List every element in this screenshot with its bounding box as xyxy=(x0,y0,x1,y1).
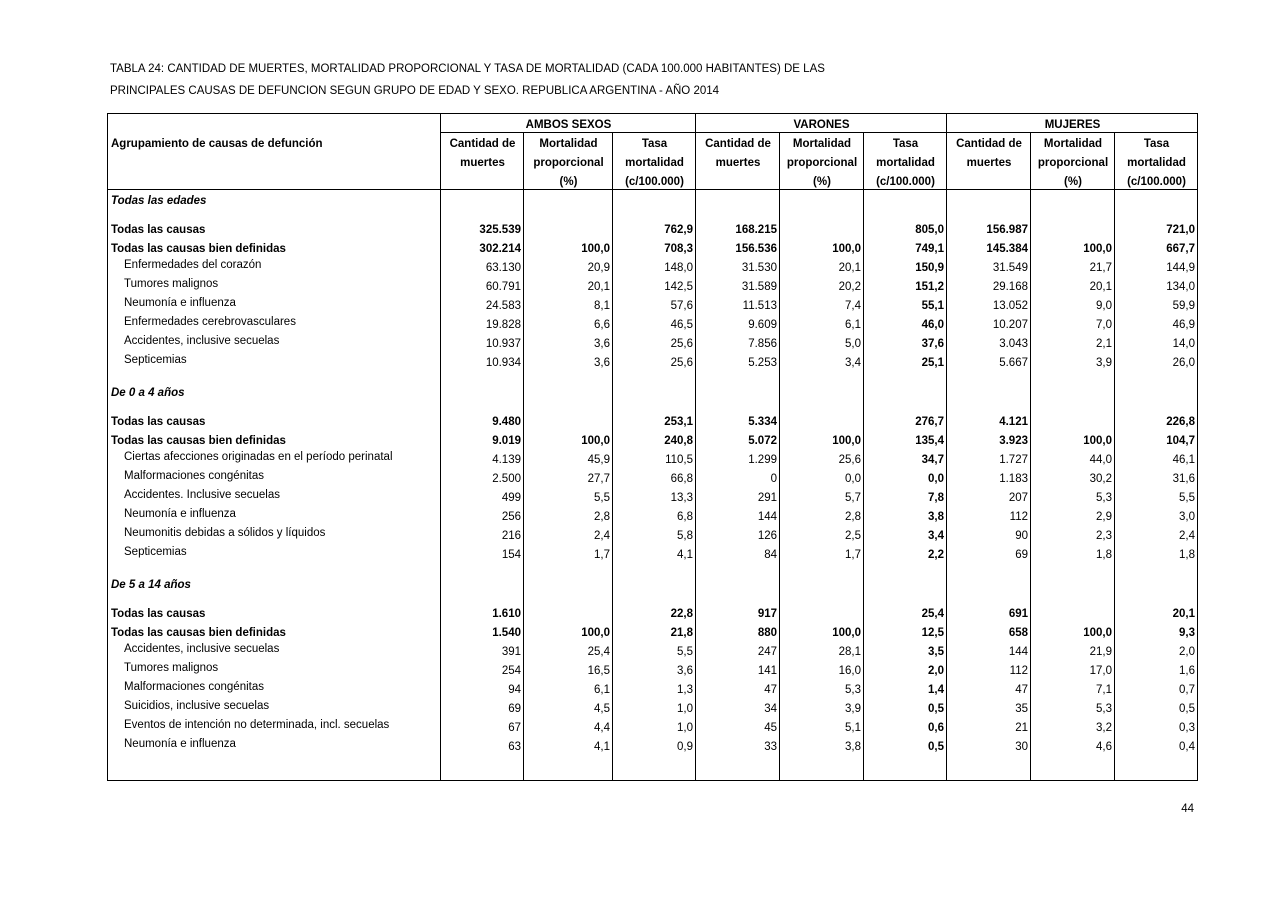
table-cell: 17,0 xyxy=(1089,665,1112,677)
table-cell: 4,1 xyxy=(594,741,610,753)
column-header: (%) xyxy=(813,176,831,188)
table-cell: 2,9 xyxy=(1096,511,1112,523)
table-cell: 7,1 xyxy=(1096,684,1112,696)
table-cell: 254 xyxy=(501,665,521,677)
table-cell: 47 xyxy=(764,684,777,696)
table-cell: 3,8 xyxy=(845,741,861,753)
table-cell: 2,8 xyxy=(845,511,861,523)
table-cell: 207 xyxy=(1008,492,1028,504)
table-cell: 5,5 xyxy=(677,646,693,658)
table-cell: 5.253 xyxy=(748,357,777,369)
table-cell: 2,4 xyxy=(594,530,610,542)
table-cell: 5,1 xyxy=(845,722,861,734)
table-cell: 168.215 xyxy=(735,224,777,236)
column-header: mortalidad xyxy=(876,157,935,169)
column-header: muertes xyxy=(966,157,1012,169)
table-cell: 66,8 xyxy=(670,473,693,485)
table-cell: 45,9 xyxy=(587,454,610,466)
table-cell: 69 xyxy=(508,703,521,715)
table-cell: 100,0 xyxy=(581,435,610,447)
table-cell: 2,2 xyxy=(928,549,944,561)
table-cell: 708,3 xyxy=(664,243,693,255)
table-cell: 1,0 xyxy=(677,722,693,734)
table-cell: 1,8 xyxy=(1096,549,1112,561)
table-cell: 46,0 xyxy=(921,319,944,331)
table-cell: 5,3 xyxy=(1096,492,1112,504)
table-cell: 24.583 xyxy=(485,300,521,312)
table-cell: 691 xyxy=(1008,608,1028,620)
table-cell: 100,0 xyxy=(832,627,861,639)
table-cell: 46,1 xyxy=(1172,454,1195,466)
table-cell: 5,7 xyxy=(845,492,861,504)
table-cell: 3,6 xyxy=(594,338,610,350)
total-label: Todas las causas xyxy=(111,416,206,428)
cause-label: Accidentes. Inclusive secuelas xyxy=(124,489,280,501)
table-cell: 57,6 xyxy=(670,300,693,312)
table-cell: 20,9 xyxy=(587,262,610,274)
table-cell: 240,8 xyxy=(664,435,693,447)
table-cell: 1.727 xyxy=(999,454,1028,466)
table-cell: 30,2 xyxy=(1089,473,1112,485)
table-cell: 13,3 xyxy=(670,492,693,504)
table-cell: 141 xyxy=(757,665,777,677)
cause-label: Enfermedades cerebrovasculares xyxy=(124,316,296,328)
total-label: Todas las causas xyxy=(111,608,206,620)
table-cell: 10.937 xyxy=(485,338,521,350)
table-cell: 47 xyxy=(1015,684,1028,696)
column-header: mortalidad xyxy=(625,157,684,169)
table-cell: 67 xyxy=(508,722,521,734)
table-cell: 0,5 xyxy=(928,703,944,715)
table-cell: 150,9 xyxy=(915,262,944,274)
table-cell: 749,1 xyxy=(915,243,944,255)
column-header: proporcional xyxy=(1037,157,1109,169)
column-header: Mortalidad xyxy=(539,138,598,150)
table-cell: 142,5 xyxy=(664,281,693,293)
table-cell: 7,8 xyxy=(928,492,944,504)
column-header: (c/100.000) xyxy=(876,176,935,188)
table-cell: 4.121 xyxy=(999,416,1028,428)
table-cell: 1,7 xyxy=(845,549,861,561)
cause-label: Accidentes, inclusive secuelas xyxy=(124,643,280,655)
table-cell: 1.183 xyxy=(999,473,1028,485)
column-header: (c/100.000) xyxy=(1127,176,1186,188)
column-header: Tasa xyxy=(1143,138,1170,150)
table-cell: 3,9 xyxy=(845,703,861,715)
table-cell: 12,5 xyxy=(921,627,944,639)
table-cell: 658 xyxy=(1008,627,1028,639)
table-cell: 148,0 xyxy=(664,262,693,274)
table-cell: 6,1 xyxy=(845,319,861,331)
table-cell: 2,0 xyxy=(1179,646,1195,658)
cause-label: Enfermedades del corazón xyxy=(124,259,262,271)
cause-label: Septicemias xyxy=(124,546,187,558)
table-cell: 100,0 xyxy=(1083,243,1112,255)
table-cell: 144,9 xyxy=(1166,262,1195,274)
table-cell: 151,2 xyxy=(915,281,944,293)
table-cell: 1,8 xyxy=(1179,549,1195,561)
table-cell: 5,3 xyxy=(845,684,861,696)
table-title-line-2: PRINCIPALES CAUSAS DE DEFUNCION SEGUN GRUPO DE EDAD Y SEXO. REPUBLICA ARGENTINA - AÑO 2014 xyxy=(110,85,720,97)
table-cell: 762,9 xyxy=(664,224,693,236)
group-header-rule xyxy=(440,132,1197,133)
table-cell: 100,0 xyxy=(832,243,861,255)
table-cell: 917 xyxy=(757,608,777,620)
table-cell: 63.130 xyxy=(485,262,521,274)
table-cell: 90 xyxy=(1015,530,1028,542)
group-header: MUJERES xyxy=(1044,119,1101,131)
table-cell: 5.334 xyxy=(748,416,777,428)
column-header: muertes xyxy=(460,157,505,169)
mortality-table xyxy=(107,113,1198,781)
table-cell: 253,1 xyxy=(664,416,693,428)
table-cell: 112 xyxy=(1009,665,1028,677)
table-cell: 721,0 xyxy=(1166,224,1195,236)
table-cell: 33 xyxy=(764,741,777,753)
table-cell: 25,1 xyxy=(921,357,944,369)
table-cell: 20,1 xyxy=(587,281,610,293)
table-cell: 13.052 xyxy=(992,300,1028,312)
table-cell: 126 xyxy=(757,530,777,542)
table-cell: 5,0 xyxy=(845,338,861,350)
section-label: De 5 a 14 años xyxy=(111,579,191,591)
table-cell: 100,0 xyxy=(581,627,610,639)
table-cell: 256 xyxy=(501,511,521,523)
table-cell: 276,7 xyxy=(915,416,944,428)
table-cell: 25,6 xyxy=(670,338,693,350)
cause-label: Neumonía e influenza xyxy=(124,297,236,309)
table-cell: 25,4 xyxy=(921,608,944,620)
table-cell: 7,4 xyxy=(845,300,861,312)
column-header: Cantidad de xyxy=(956,138,1022,150)
table-cell: 6,6 xyxy=(594,319,610,331)
table-cell: 154 xyxy=(501,549,521,561)
table-cell: 3,0 xyxy=(1179,511,1195,523)
column-header: Mortalidad xyxy=(1043,138,1103,150)
section-label: De 0 a 4 años xyxy=(111,387,185,399)
table-cell: 100,0 xyxy=(832,435,861,447)
table-cell: 1.610 xyxy=(492,608,521,620)
table-cell: 20,2 xyxy=(838,281,861,293)
table-cell: 6,8 xyxy=(677,511,693,523)
table-cell: 4,6 xyxy=(1096,741,1112,753)
table-cell: 26,0 xyxy=(1172,357,1195,369)
table-cell: 0,0 xyxy=(928,473,944,485)
table-cell: 0,5 xyxy=(1179,703,1195,715)
table-title xyxy=(110,58,825,102)
cause-label: Eventos de intención no determinada, incl. secuelas xyxy=(124,719,390,731)
cause-label: Septicemias xyxy=(124,354,187,366)
table-cell: 156.536 xyxy=(735,243,777,255)
group-header: VARONES xyxy=(793,119,850,131)
table-cell: 21,9 xyxy=(1089,646,1112,658)
table-cell: 4,4 xyxy=(594,722,610,734)
table-cell: 5.667 xyxy=(999,357,1028,369)
column-header: Cantidad de xyxy=(449,138,516,150)
table-cell: 3,8 xyxy=(928,511,944,523)
cause-label: Malformaciones congénitas xyxy=(124,681,264,693)
table-cell: 37,6 xyxy=(921,338,944,350)
column-header: (%) xyxy=(559,176,578,188)
total-label: Todas las causas bien definidas xyxy=(111,243,286,255)
table-cell: 3,6 xyxy=(677,665,693,677)
table-cell: 3,5 xyxy=(928,646,944,658)
table-cell: 3.923 xyxy=(999,435,1028,447)
table-cell: 880 xyxy=(757,627,777,639)
table-cell: 1.540 xyxy=(492,627,521,639)
table-cell: 5.072 xyxy=(748,435,777,447)
table-cell: 226,8 xyxy=(1166,416,1195,428)
table-cell: 5,5 xyxy=(594,492,610,504)
table-cell: 11.513 xyxy=(742,300,777,312)
section-label: Todas las edades xyxy=(111,195,207,207)
cause-label: Neumonía e influenza xyxy=(124,508,236,520)
table-cell: 7.856 xyxy=(748,338,777,350)
header-bottom-rule xyxy=(108,189,1197,190)
table-cell: 0,5 xyxy=(928,741,944,753)
table-cell: 3.043 xyxy=(999,338,1028,350)
table-cell: 104,7 xyxy=(1166,435,1195,447)
cause-label: Malformaciones congénitas xyxy=(124,470,264,482)
table-cell: 1,3 xyxy=(677,684,693,696)
table-cell: 144 xyxy=(1008,646,1028,658)
table-cell: 100,0 xyxy=(581,243,610,255)
table-cell: 667,7 xyxy=(1166,243,1195,255)
table-cell: 135,4 xyxy=(915,435,944,447)
cause-label: Tumores malignos xyxy=(124,278,219,290)
table-cell: 3,9 xyxy=(1096,357,1112,369)
column-header: proporcional xyxy=(786,157,858,169)
table-cell: 134,0 xyxy=(1166,281,1195,293)
table-cell: 19.828 xyxy=(485,319,521,331)
table-cell: 35 xyxy=(1015,703,1028,715)
table-cell: 25,6 xyxy=(670,357,693,369)
table-cell: 5,5 xyxy=(1179,492,1195,504)
table-cell: 21,7 xyxy=(1089,262,1112,274)
table-title-line-1: TABLA 24: CANTIDAD DE MUERTES, MORTALIDAD PROPORCIONAL Y TASA DE MORTALIDAD (CADA 100.000 HABITANTES) DE LAS xyxy=(110,63,825,75)
table-cell: 1.299 xyxy=(748,454,777,466)
table-cell: 10.207 xyxy=(992,319,1028,331)
table-cell: 2,5 xyxy=(845,530,861,542)
table-cell: 4,1 xyxy=(677,549,693,561)
table-cell: 21 xyxy=(1015,722,1028,734)
table-cell: 31.549 xyxy=(992,262,1028,274)
table-cell: 25,4 xyxy=(587,646,610,658)
table-cell: 59,9 xyxy=(1172,300,1195,312)
table-cell: 112 xyxy=(1009,511,1028,523)
table-cell: 7,0 xyxy=(1096,319,1112,331)
table-cell: 325.539 xyxy=(479,224,521,236)
header-first-column: Agrupamiento de causas de defunción xyxy=(111,138,323,150)
table-cell: 1,7 xyxy=(594,549,610,561)
table-cell: 29.168 xyxy=(992,281,1028,293)
table-cell: 2,0 xyxy=(928,665,944,677)
column-header: Tasa xyxy=(892,138,919,150)
table-cell: 25,6 xyxy=(838,454,861,466)
table-cell: 2.500 xyxy=(492,473,521,485)
table-cell: 2,3 xyxy=(1096,530,1112,542)
table-cell: 20,1 xyxy=(1172,608,1195,620)
cause-label: Suicidios, inclusive secuelas xyxy=(124,700,270,712)
total-label: Todas las causas bien definidas xyxy=(111,435,286,447)
table-cell: 69 xyxy=(1015,549,1028,561)
table-cell: 216 xyxy=(501,530,521,542)
table-cell: 44,0 xyxy=(1089,454,1112,466)
table-cell: 8,1 xyxy=(594,300,610,312)
table-cell: 144 xyxy=(757,511,777,523)
table-cell: 2,4 xyxy=(1179,530,1195,542)
column-header: Cantidad de xyxy=(705,138,771,150)
column-header: Tasa xyxy=(641,138,668,150)
total-label: Todas las causas bien definidas xyxy=(111,627,286,639)
table-cell: 27,7 xyxy=(587,473,610,485)
table-cell: 9.480 xyxy=(492,416,521,428)
table-cell: 2,8 xyxy=(594,511,610,523)
table-cell: 302.214 xyxy=(479,243,521,255)
table-cell: 2,1 xyxy=(1096,338,1112,350)
table-cell: 0 xyxy=(770,473,777,485)
table-cell: 31,6 xyxy=(1172,473,1195,485)
table-cell: 55,1 xyxy=(921,300,944,312)
column-header: mortalidad xyxy=(1127,157,1186,169)
table-cell: 22,8 xyxy=(670,608,693,620)
table-cell: 247 xyxy=(757,646,777,658)
cause-label: Neumonía e influenza xyxy=(124,738,236,750)
table-cell: 46,9 xyxy=(1172,319,1195,331)
table-cell: 4.139 xyxy=(492,454,521,466)
table-cell: 391 xyxy=(501,646,521,658)
table-cell: 3,6 xyxy=(594,357,610,369)
group-header: AMBOS SEXOS xyxy=(525,119,612,131)
table-cell: 84 xyxy=(764,549,777,561)
table-cell: 6,1 xyxy=(594,684,610,696)
table-cell: 10.934 xyxy=(485,357,521,369)
table-cell: 3,2 xyxy=(1096,722,1112,734)
table-cell: 0,0 xyxy=(845,473,861,485)
cause-label: Tumores malignos xyxy=(124,662,219,674)
table-cell: 1,4 xyxy=(928,684,944,696)
table-cell: 21,8 xyxy=(670,627,693,639)
table-cell: 30 xyxy=(1015,741,1028,753)
table-cell: 1,0 xyxy=(677,703,693,715)
table-cell: 5,3 xyxy=(1096,703,1112,715)
cause-label: Neumonitis debidas a sólidos y líquidos xyxy=(124,527,326,539)
cause-label: Ciertas afecciones originadas en el período perinatal xyxy=(124,451,393,463)
cause-label: Accidentes, inclusive secuelas xyxy=(124,335,280,347)
table-cell: 0,9 xyxy=(677,741,693,753)
table-cell: 9,0 xyxy=(1096,300,1112,312)
table-cell: 100,0 xyxy=(1083,627,1112,639)
table-cell: 16,0 xyxy=(838,665,861,677)
table-cell: 1,6 xyxy=(1179,665,1195,677)
total-label: Todas las causas xyxy=(111,224,206,236)
table-cell: 3,4 xyxy=(845,357,861,369)
column-header: proporcional xyxy=(533,157,604,169)
table-cell: 20,1 xyxy=(838,262,861,274)
table-cell: 5,8 xyxy=(677,530,693,542)
table-cell: 94 xyxy=(508,684,521,696)
table-cell: 0,3 xyxy=(1179,722,1195,734)
table-cell: 805,0 xyxy=(915,224,944,236)
table-cell: 0,4 xyxy=(1179,741,1195,753)
table-cell: 145.384 xyxy=(986,243,1028,255)
table-cell: 20,1 xyxy=(1089,281,1112,293)
table-cell: 9.019 xyxy=(492,435,521,447)
table-cell: 28,1 xyxy=(838,646,861,658)
table-cell: 16,5 xyxy=(587,665,610,677)
table-cell: 291 xyxy=(757,492,777,504)
table-cell: 499 xyxy=(501,492,521,504)
column-header: muertes xyxy=(715,157,761,169)
table-cell: 14,0 xyxy=(1172,338,1195,350)
column-header: (%) xyxy=(1064,176,1082,188)
table-cell: 4,5 xyxy=(594,703,610,715)
column-header: (c/100.000) xyxy=(625,176,684,188)
table-cell: 0,6 xyxy=(928,722,944,734)
table-cell: 31.589 xyxy=(741,281,777,293)
table-cell: 46,5 xyxy=(670,319,693,331)
table-cell: 63 xyxy=(508,741,521,753)
table-cell: 34 xyxy=(764,703,777,715)
table-cell: 100,0 xyxy=(1083,435,1112,447)
table-cell: 9,3 xyxy=(1179,627,1195,639)
table-cell: 31.530 xyxy=(741,262,777,274)
table-cell: 45 xyxy=(764,722,777,734)
table-cell: 34,7 xyxy=(921,454,944,466)
table-cell: 9.609 xyxy=(748,319,777,331)
page-number: 44 xyxy=(1181,803,1194,815)
table-cell: 60.791 xyxy=(485,281,521,293)
table-cell: 3,4 xyxy=(928,530,944,542)
column-header: Mortalidad xyxy=(792,138,852,150)
table-cell: 156.987 xyxy=(986,224,1028,236)
table-cell: 110,5 xyxy=(665,454,693,466)
table-cell: 0,7 xyxy=(1179,684,1195,696)
